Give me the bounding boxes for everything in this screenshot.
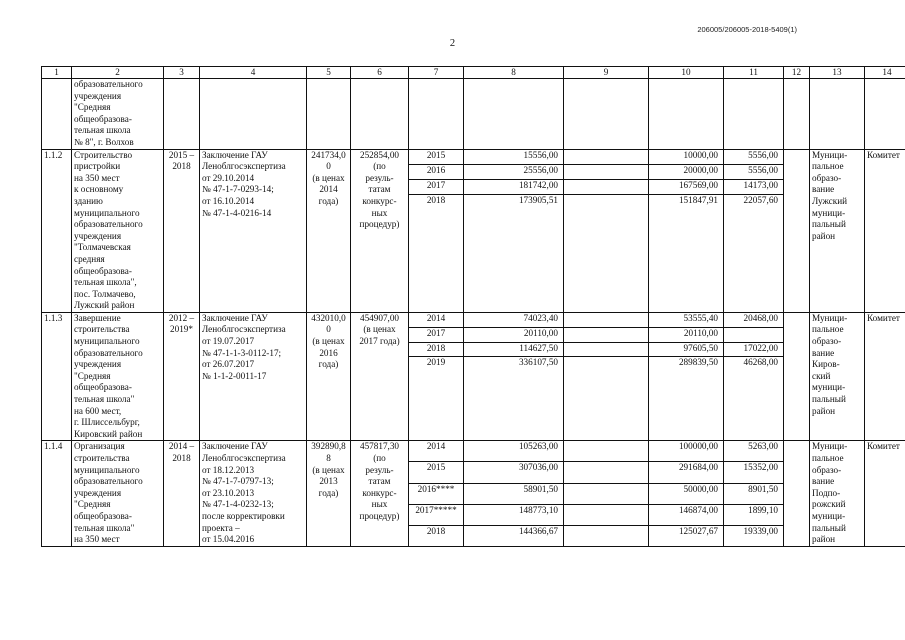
object-name-cell: Строительство пристройки на 350 мест к основному зданию муниципального образовательного учреждения "Толмачевская средняя общеобразова- тельная школа", пос. Толмачево, Лужский район <box>72 149 164 312</box>
year-cell: 2017***** <box>409 504 464 525</box>
period-cell: 2012 – 2019* <box>164 312 200 441</box>
column-header: 11 <box>724 67 784 79</box>
local-cell: 22057,60 <box>724 194 784 312</box>
expertise-cell: Заключение ГАУ Леноблгосэкспертиза от 19.07.2017 № 47-1-1-3-0112-17; от 26.07.2017 № 1-1-2-0011-17 <box>200 312 307 441</box>
total-cell: 144366,67 <box>464 525 564 546</box>
local-cell: 46268,00 <box>724 357 784 441</box>
federal-cell <box>564 462 649 483</box>
local-cell: 8901,50 <box>724 483 784 504</box>
year-cell: 2015 <box>409 462 464 483</box>
regional-cell: 53555,40 <box>649 312 724 327</box>
column-header: 9 <box>564 67 649 79</box>
federal-cell <box>564 164 649 179</box>
regional-cell: 100000,00 <box>649 441 724 462</box>
local-cell <box>724 327 784 342</box>
local-cell: 17022,00 <box>724 342 784 357</box>
year-cell: 2014 <box>409 441 464 462</box>
column-header: 12 <box>784 67 810 79</box>
regional-cell: 20000,00 <box>649 164 724 179</box>
period-cell: 2014 – 2018 <box>164 441 200 546</box>
federal-cell <box>564 483 649 504</box>
regional-cell: 10000,00 <box>649 149 724 164</box>
contract-cost-cell: 252854,00 (по резуль- татам конкурс- ных процедур) <box>351 149 409 312</box>
item-number: 1.1.2 <box>42 149 72 312</box>
local-cell: 14173,00 <box>724 179 784 194</box>
federal-cell <box>564 312 649 327</box>
local-cell: 1899,10 <box>724 504 784 525</box>
federal-cell <box>564 504 649 525</box>
total-cell: 20110,00 <box>464 327 564 342</box>
regional-cell: 125027,67 <box>649 525 724 546</box>
total-cell: 25556,00 <box>464 164 564 179</box>
column-header: 7 <box>409 67 464 79</box>
document-id: 206005/206005-2018-5409(1) <box>697 25 797 34</box>
table-row <box>42 441 905 462</box>
total-cell: 148773,10 <box>464 504 564 525</box>
federal-cell <box>564 357 649 441</box>
federal-cell <box>564 149 649 164</box>
regional-cell: 289839,50 <box>649 357 724 441</box>
item-number: 1.1.3 <box>42 312 72 441</box>
local-cell: 15352,00 <box>724 462 784 483</box>
year-cell: 2015 <box>409 149 464 164</box>
estimate-cost-cell: 241734,00 (в ценах 2014 года) <box>307 149 351 312</box>
year-cell: 2018 <box>409 342 464 357</box>
regional-cell: 291684,00 <box>649 462 724 483</box>
year-cell: 2017 <box>409 179 464 194</box>
local-cell: 5556,00 <box>724 164 784 179</box>
expertise-cell: Заключение ГАУ Леноблгосэкспертиза от 18.12.2013 № 47-1-7-0797-13; от 23.10.2013 № 47-1-4-0232-13; после корректировки проекта – от 15.04.2016 <box>200 441 307 546</box>
total-cell: 105263,00 <box>464 441 564 462</box>
table-row-continuation <box>42 79 905 150</box>
estimate-cost-cell: 392890,88 (в ценах 2013 года) <box>307 441 351 546</box>
column-header: 4 <box>200 67 307 79</box>
total-cell: 74023,40 <box>464 312 564 327</box>
year-cell: 2018 <box>409 194 464 312</box>
year-cell: 2017 <box>409 327 464 342</box>
federal-cell <box>564 327 649 342</box>
total-cell: 58901,50 <box>464 483 564 504</box>
federal-cell <box>564 342 649 357</box>
total-cell: 15556,00 <box>464 149 564 164</box>
federal-cell <box>564 194 649 312</box>
column-header: 1 <box>42 67 72 79</box>
object-name-cell: образовательного учреждения "Средняя общеобразова- тельная школа № 8", г. Волхов <box>72 79 164 150</box>
contract-cost-cell: 457817,30 (по резуль- татам конкурс- ных процедур) <box>351 441 409 546</box>
table-row <box>42 312 905 327</box>
regional-cell: 167569,00 <box>649 179 724 194</box>
executor-cell: Комитет <box>865 312 905 441</box>
local-cell: 5556,00 <box>724 149 784 164</box>
year-cell: 2018 <box>409 525 464 546</box>
federal-cell <box>564 179 649 194</box>
period-cell: 2015 – 2018 <box>164 149 200 312</box>
table-row <box>42 149 905 164</box>
customer-cell: Муници- пальное образо- вание Лужский муници- пальный район <box>810 149 865 312</box>
column-header: 13 <box>810 67 865 79</box>
executor-cell: Комитет <box>865 441 905 546</box>
total-cell: 114627,50 <box>464 342 564 357</box>
item-number: 1.1.4 <box>42 441 72 546</box>
total-cell: 173905,51 <box>464 194 564 312</box>
year-cell: 2014 <box>409 312 464 327</box>
local-cell: 20468,00 <box>724 312 784 327</box>
regional-cell: 146874,00 <box>649 504 724 525</box>
total-cell: 336107,50 <box>464 357 564 441</box>
executor-cell: Комитет <box>865 149 905 312</box>
local-cell: 5263,00 <box>724 441 784 462</box>
regional-cell: 50000,00 <box>649 483 724 504</box>
column-header: 3 <box>164 67 200 79</box>
estimate-cost-cell: 432010,00 (в ценах 2016 года) <box>307 312 351 441</box>
expertise-cell: Заключение ГАУ Леноблгосэкспертиза от 29.10.2014 № 47-1-7-0293-14; от 16.10.2014 № 47-1-4-0216-14 <box>200 149 307 312</box>
regional-cell: 151847,91 <box>649 194 724 312</box>
year-cell: 2016 <box>409 164 464 179</box>
column-header: 8 <box>464 67 564 79</box>
federal-cell <box>564 525 649 546</box>
header-row <box>42 67 905 79</box>
page-number: 2 <box>449 38 456 49</box>
federal-cell <box>564 441 649 462</box>
column-header: 2 <box>72 67 164 79</box>
customer-cell: Муници- пальное образо- вание Киров- ский муници- пальный район <box>810 312 865 441</box>
object-name-cell: Завершение строительства муниципального образовательного учреждения "Средняя общеобразова- тельная школа" на 600 мест, г. Шлиссельбург, Кировский район <box>72 312 164 441</box>
column-header: 10 <box>649 67 724 79</box>
total-cell: 307036,00 <box>464 462 564 483</box>
customer-cell: Муници- пальное образо- вание Подпо- рожский муници- пальный район <box>810 441 865 546</box>
contract-cost-cell: 454907,00 (в ценах 2017 года) <box>351 312 409 441</box>
object-name-cell: Организация строительства муниципального образовательного учреждения "Средняя общеобразова- тельная школа" на 350 мест <box>72 441 164 546</box>
year-cell: 2016**** <box>409 483 464 504</box>
year-cell: 2019 <box>409 357 464 441</box>
regional-cell: 20110,00 <box>649 327 724 342</box>
local-cell: 19339,00 <box>724 525 784 546</box>
total-cell: 181742,00 <box>464 179 564 194</box>
column-header: 14 <box>865 67 905 79</box>
program-table <box>41 66 905 547</box>
column-header: 5 <box>307 67 351 79</box>
regional-cell: 97605,50 <box>649 342 724 357</box>
column-header: 6 <box>351 67 409 79</box>
